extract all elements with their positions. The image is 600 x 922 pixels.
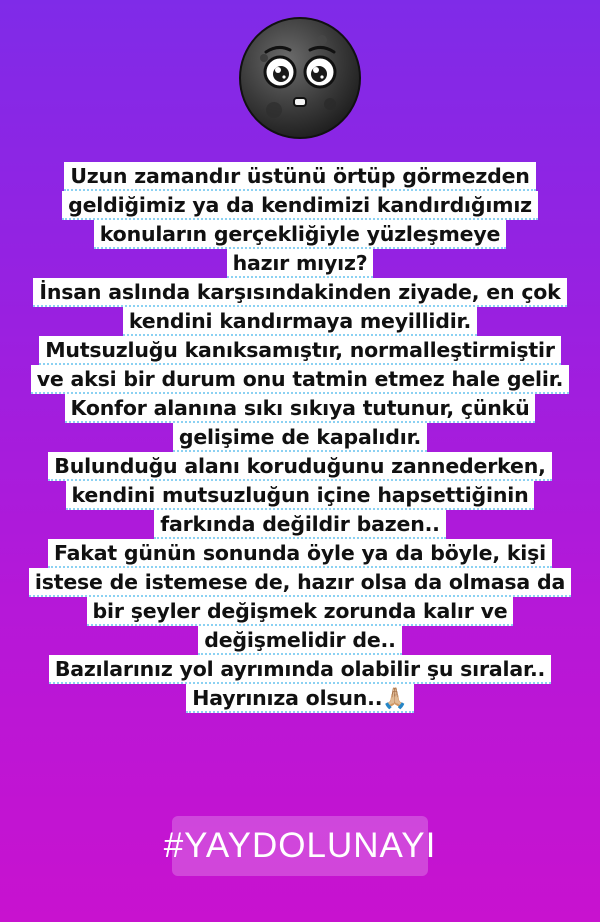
story-line: Konfor alanına sıkı sıkıya tutunur, çünkü [65,394,536,423]
story-line: Bazılarınız yol ayrımında olabilir şu sıralar.. [49,655,551,684]
story-line: Hayrınıza olsun..🙏🏼 [186,684,413,713]
story-line: kendini kandırmaya meyillidir. [123,307,477,336]
story-line: farkında değildir bazen.. [154,510,446,539]
story-line: istese de istemese de, hazır olsa da olmasa da [29,568,571,597]
story-line: geldiğimiz ya da kendimizi kandırdığımız [62,191,538,220]
hashtag-text: #YAYDOLUNAYI [163,826,437,865]
story-line: ve aksi bir durum onu tatmin etmez hale gelir. [31,365,570,394]
story-line: hazır mıyız? [227,249,374,278]
moon-face-sticker [236,14,364,142]
hashtag-sticker[interactable] [163,816,437,876]
story-line: Uzun zamandır üstünü örtüp görmezden [64,162,535,191]
story-line: İnsan aslında karşısındakinden ziyade, en çok [33,278,566,307]
story-line: Fakat günün sonunda öyle ya da böyle, kişi [48,539,552,568]
story-text-block [0,162,600,713]
story-line: Mutsuzluğu kanıksamıştır, normalleştirmiştir [39,336,561,365]
story-line: Bulunduğu alanı koruduğunu zannederken, [48,452,551,481]
story-line: bir şeyler değişmek zorunda kalır ve [87,597,514,626]
story-line: kendini mutsuzluğun içine hapsettiğinin [66,481,535,510]
story-line: gelişime de kapalıdır. [173,423,427,452]
story-line: konuların gerçekliğiyle yüzleşmeye [94,220,506,249]
story-line: değişmelidir de.. [198,626,402,655]
